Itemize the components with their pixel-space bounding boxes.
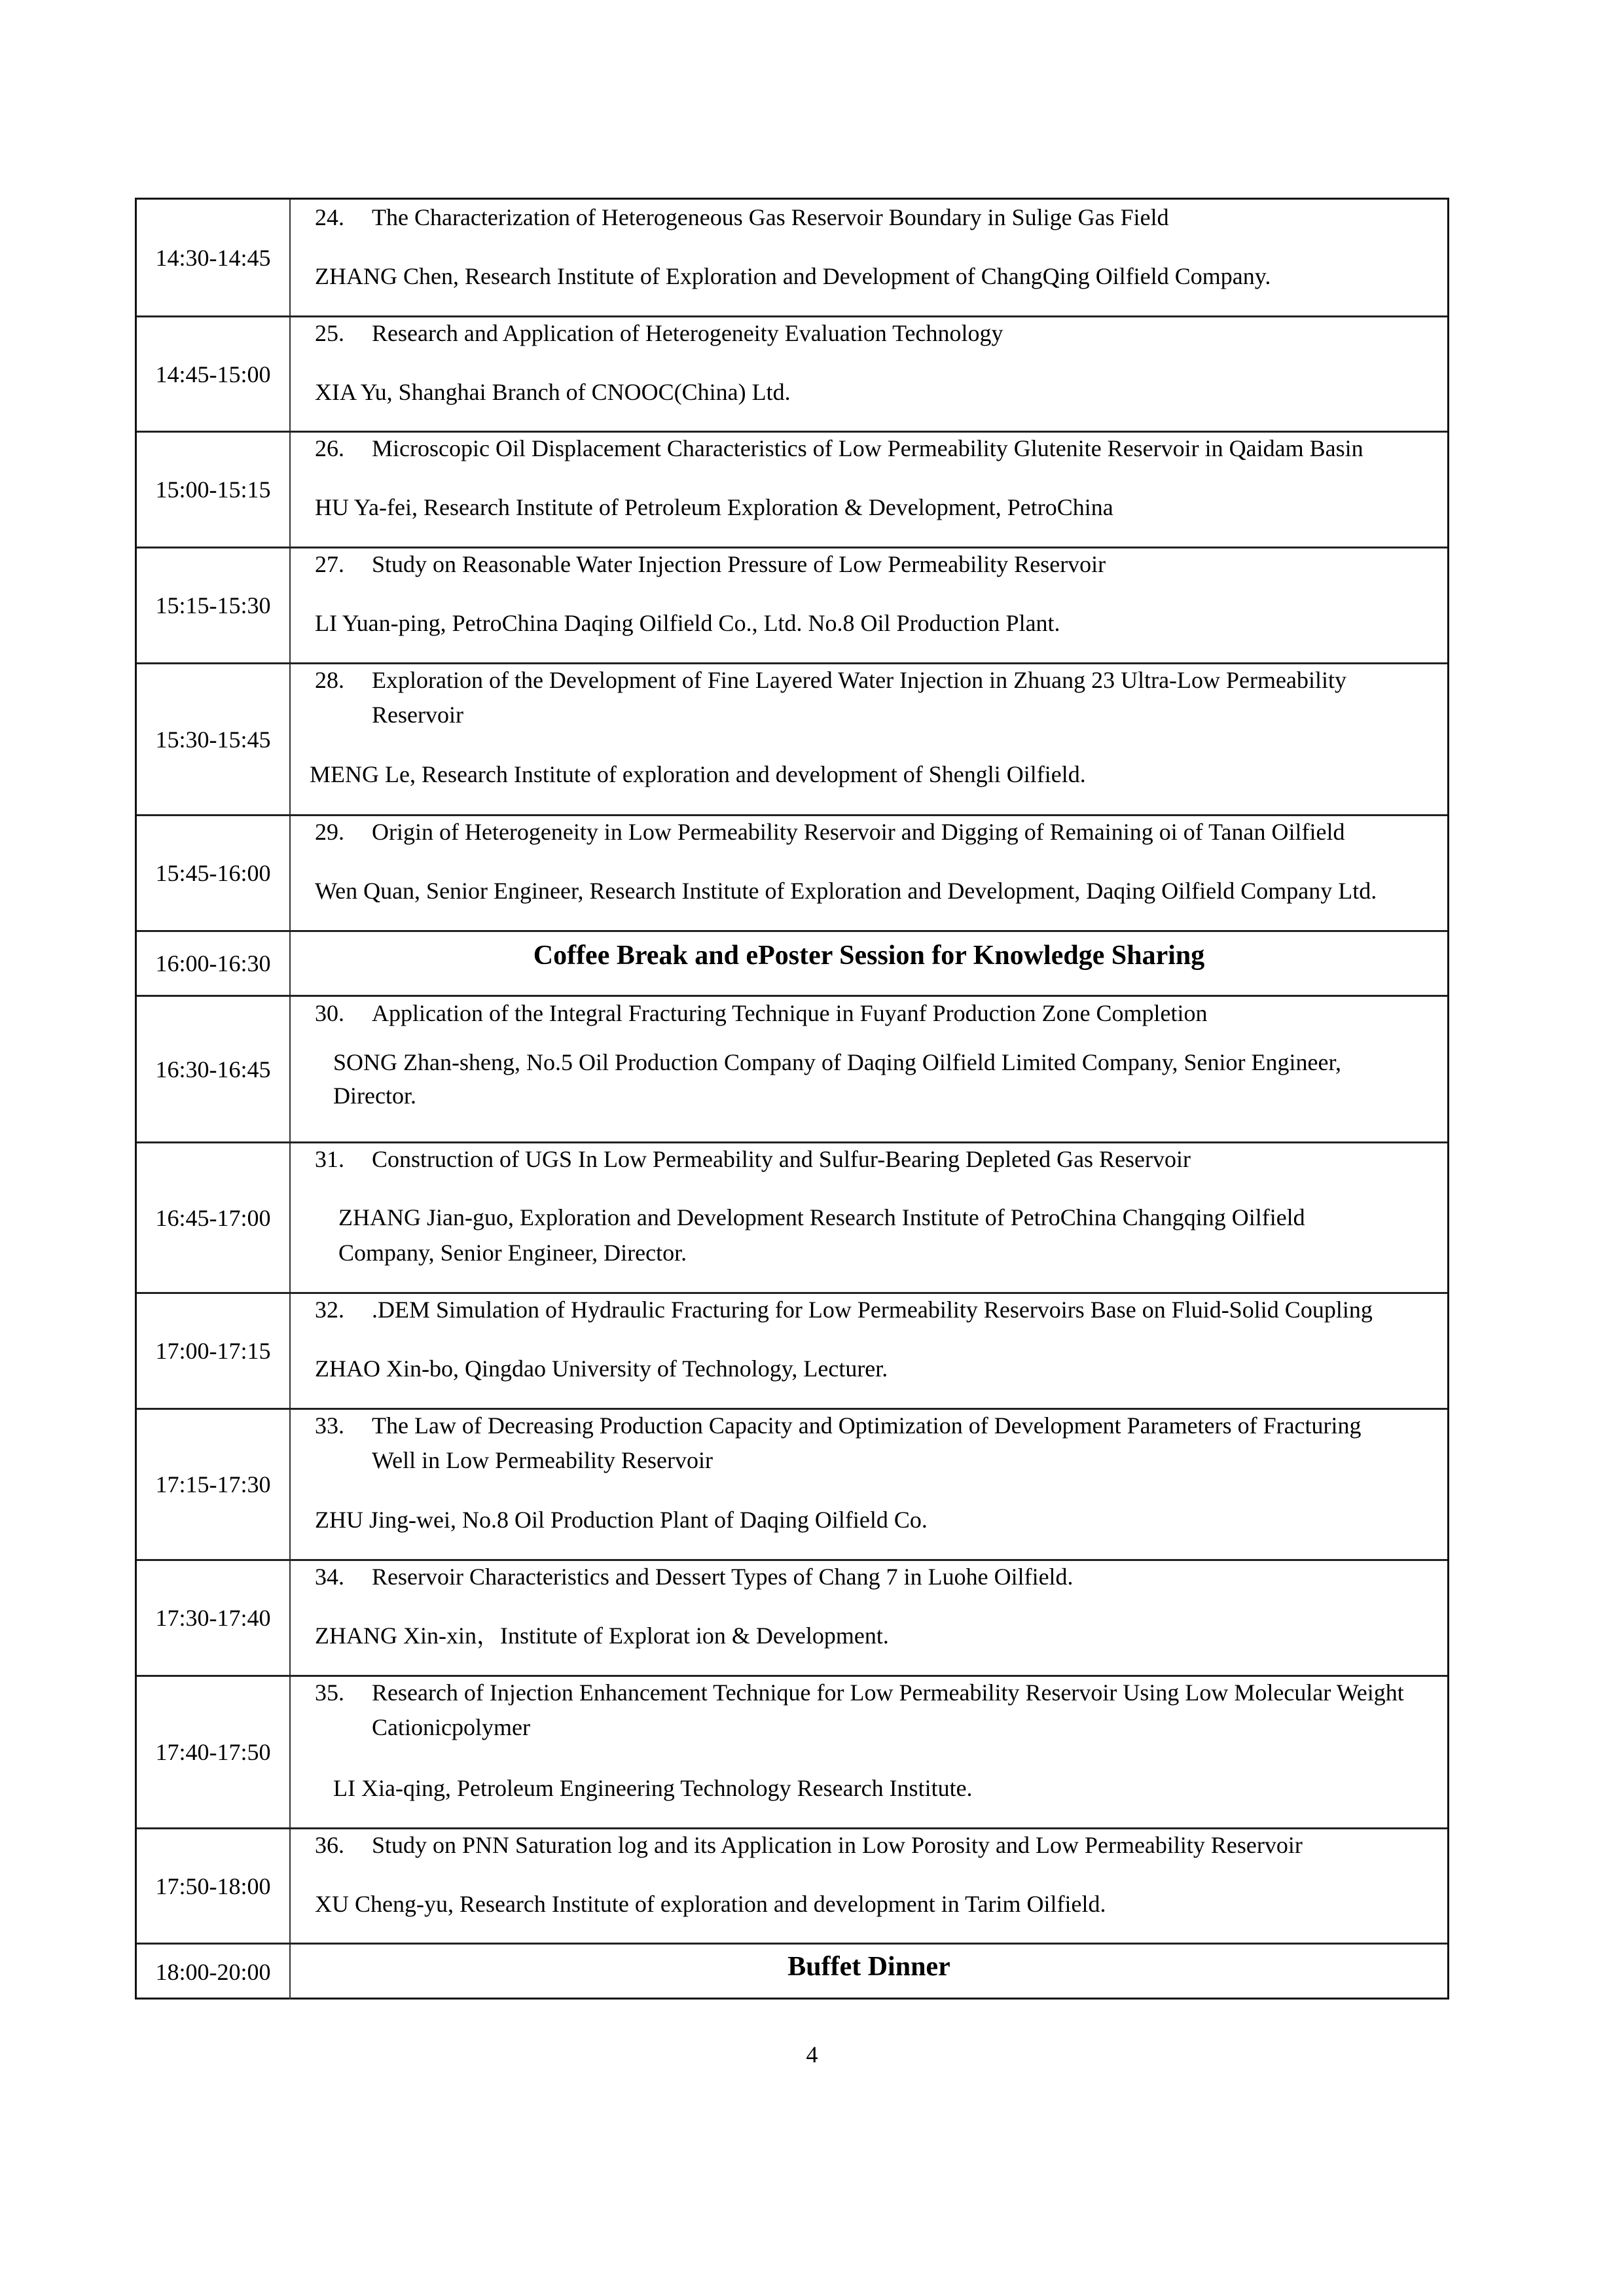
talk-title-line: Well in Low Permeability Reservoir <box>372 1447 713 1473</box>
author-line: SONG Zhan-sheng, No.5 Oil Production Company of Daqing Oilfield Limited Company, Senior Engineer, <box>333 1049 1342 1075</box>
talk-title <box>315 431 1363 466</box>
talk-title <box>315 1293 1373 1327</box>
talk-number: 26. <box>315 435 344 461</box>
schedule-row <box>137 431 1447 547</box>
session-title: Coffee Break and ePoster Session for Knowledge Sharing <box>533 941 1205 971</box>
talk-title <box>315 815 1344 850</box>
author-line: ZHAO Xin-bo, Qingdao University of Technology, Lecturer. <box>315 1355 888 1382</box>
talk-number: 28. <box>315 667 344 693</box>
talk-author <box>315 259 1271 294</box>
author-line: XU Cheng-yu, Research Institute of exploration and development in Tarim Oilfield. <box>315 1891 1106 1917</box>
time-slot: 16:30-16:45 <box>137 997 291 1141</box>
talk-cell <box>291 317 1447 431</box>
schedule-row <box>137 1408 1447 1559</box>
time-slot: 17:00-17:15 <box>137 1294 291 1408</box>
talk-cell <box>291 816 1447 930</box>
time-slot: 14:45-15:00 <box>137 317 291 431</box>
talk-title-line: Application of the Integral Fracturing Technique in Fuyanf Production Zone Completion <box>372 1000 1208 1026</box>
talk-author <box>315 374 791 410</box>
author-line: Company, Senior Engineer, Director. <box>338 1240 687 1266</box>
session-cell <box>291 932 1447 995</box>
talk-number: 29. <box>315 819 344 845</box>
time-slot: 16:45-17:00 <box>137 1143 291 1292</box>
talk-number: 35. <box>315 1679 344 1706</box>
talk-cell <box>291 1410 1447 1559</box>
author-line: ZHU Jing-wei, No.8 Oil Production Plant of Daqing Oilfield Co. <box>315 1507 928 1533</box>
talk-number: 32. <box>315 1297 344 1323</box>
talk-cell <box>291 200 1447 315</box>
talk-cell <box>291 1561 1447 1675</box>
talk-title <box>315 1828 1303 1863</box>
talk-title-line: The Characterization of Heterogeneous Gas Reservoir Boundary in Sulige Gas Field <box>372 204 1169 230</box>
schedule-row <box>137 1141 1447 1292</box>
talk-title <box>315 547 1106 582</box>
author-line: ZHANG Jian-guo, Exploration and Development Research Institute of PetroChina Changqing Oilfield <box>338 1204 1305 1230</box>
talk-author <box>333 1770 973 1806</box>
session-cell <box>291 1945 1447 2000</box>
talk-cell <box>291 1143 1447 1292</box>
talk-number: 36. <box>315 1832 344 1858</box>
talk-title-line: Study on PNN Saturation log and its Application in Low Porosity and Low Permeability Reservoir <box>372 1832 1303 1858</box>
time-slot: 15:00-15:15 <box>137 433 291 547</box>
talk-title <box>315 1560 1074 1594</box>
talk-number: 30. <box>315 1000 344 1026</box>
schedule-row <box>137 1675 1447 1827</box>
talk-title-line: Reservoir <box>372 702 463 728</box>
schedule-row <box>137 1827 1447 1943</box>
time-slot: 15:45-16:00 <box>137 816 291 930</box>
author-line: XIA Yu, Shanghai Branch of CNOOC(China) Ltd. <box>315 379 791 405</box>
session-row <box>137 930 1447 995</box>
talk-cell <box>291 433 1447 547</box>
talk-cell <box>291 664 1447 814</box>
talk-author <box>315 873 1377 908</box>
talk-title <box>315 1676 1404 1745</box>
talk-cell <box>291 1829 1447 1943</box>
talk-title-line: .DEM Simulation of Hydraulic Fracturing for Low Permeability Reservoirs Base on Fluid-Solid Coupling <box>372 1297 1373 1323</box>
talk-title <box>315 1142 1191 1177</box>
talk-title <box>315 1408 1362 1478</box>
page-number: 4 <box>806 2041 818 2068</box>
schedule-row <box>137 200 1447 315</box>
session-row <box>137 1943 1447 2000</box>
author-line: Wen Quan, Senior Engineer, Research Institute of Exploration and Development, Daqing Oilfield Company Ltd. <box>315 878 1377 904</box>
talk-title-line: The Law of Decreasing Production Capacity and Optimization of Development Parameters of Fracturing <box>372 1412 1362 1439</box>
talk-author <box>310 757 1086 792</box>
talk-title-line: Research and Application of Heterogeneity Evaluation Technology <box>372 320 1003 346</box>
talk-number: 24. <box>315 204 344 230</box>
author-line: ZHANG Chen, Research Institute of Exploration and Development of ChangQing Oilfield Company. <box>315 263 1271 289</box>
author-line: Director. <box>333 1083 416 1109</box>
time-slot: 17:50-18:00 <box>137 1829 291 1943</box>
time-slot: 18:00-20:00 <box>137 1945 291 2000</box>
talk-author <box>315 490 1113 525</box>
schedule-row <box>137 814 1447 930</box>
talk-title-line: Study on Reasonable Water Injection Pressure of Low Permeability Reservoir <box>372 551 1106 577</box>
talk-title-line: Cationicpolymer <box>372 1714 530 1740</box>
author-line: LI Yuan-ping, PetroChina Daqing Oilfield Co., Ltd. No.8 Oil Production Plant. <box>315 610 1060 636</box>
schedule-table <box>135 198 1449 2000</box>
session-title: Buffet Dinner <box>787 1952 950 1982</box>
talk-author <box>315 1618 889 1653</box>
talk-author <box>333 1046 1341 1113</box>
talk-title-line: Research of Injection Enhancement Technique for Low Permeability Reservoir Using Low Molecular Weight <box>372 1679 1404 1706</box>
schedule-row <box>137 662 1447 814</box>
schedule-row <box>137 1292 1447 1408</box>
author-line: MENG Le, Research Institute of exploration and development of Shengli Oilfield. <box>310 761 1086 787</box>
talk-author <box>315 605 1060 641</box>
time-slot: 15:30-15:45 <box>137 664 291 814</box>
time-slot: 14:30-14:45 <box>137 200 291 315</box>
talk-title <box>315 996 1208 1031</box>
talk-number: 33. <box>315 1412 344 1439</box>
talk-number: 34. <box>315 1564 344 1590</box>
time-slot: 17:15-17:30 <box>137 1410 291 1559</box>
schedule-row <box>137 315 1447 431</box>
talk-title <box>315 200 1169 235</box>
talk-cell <box>291 1677 1447 1827</box>
talk-title-line: Microscopic Oil Displacement Characteristics of Low Permeability Glutenite Reservoir in Qaidam Basin <box>372 435 1363 461</box>
time-slot: 16:00-16:30 <box>137 932 291 995</box>
author-line: LI Xia-qing, Petroleum Engineering Technology Research Institute. <box>333 1775 973 1801</box>
talk-title-line: Construction of UGS In Low Permeability and Sulfur-Bearing Depleted Gas Reservoir <box>372 1146 1191 1172</box>
schedule-row <box>137 995 1447 1141</box>
talk-cell <box>291 1294 1447 1408</box>
talk-cell <box>291 997 1447 1141</box>
talk-author <box>315 1351 888 1386</box>
talk-author <box>315 1502 928 1537</box>
time-slot: 17:40-17:50 <box>137 1677 291 1827</box>
talk-title-line: Exploration of the Development of Fine Layered Water Injection in Zhuang 23 Ultra-Low Permeability <box>372 667 1346 693</box>
talk-title-line: Origin of Heterogeneity in Low Permeability Reservoir and Digging of Remaining oi of Tanan Oilfield <box>372 819 1345 845</box>
time-slot: 17:30-17:40 <box>137 1561 291 1675</box>
author-line: HU Ya-fei, Research Institute of Petroleum Exploration & Development, PetroChina <box>315 494 1113 520</box>
talk-number: 25. <box>315 320 344 346</box>
talk-title <box>315 663 1346 732</box>
talk-author <box>315 1886 1106 1922</box>
time-slot: 15:15-15:30 <box>137 548 291 662</box>
schedule-row <box>137 1559 1447 1675</box>
talk-number: 31. <box>315 1146 344 1172</box>
author-line: ZHANG Xin-xin，Institute of Explorat ion & Development. <box>315 1623 889 1649</box>
talk-cell <box>291 548 1447 662</box>
talk-title <box>315 316 1003 351</box>
talk-number: 27. <box>315 551 344 577</box>
schedule-row <box>137 547 1447 662</box>
talk-title-line: Reservoir Characteristics and Dessert Types of Chang 7 in Luohe Oilfield. <box>372 1564 1074 1590</box>
talk-author <box>338 1200 1305 1270</box>
